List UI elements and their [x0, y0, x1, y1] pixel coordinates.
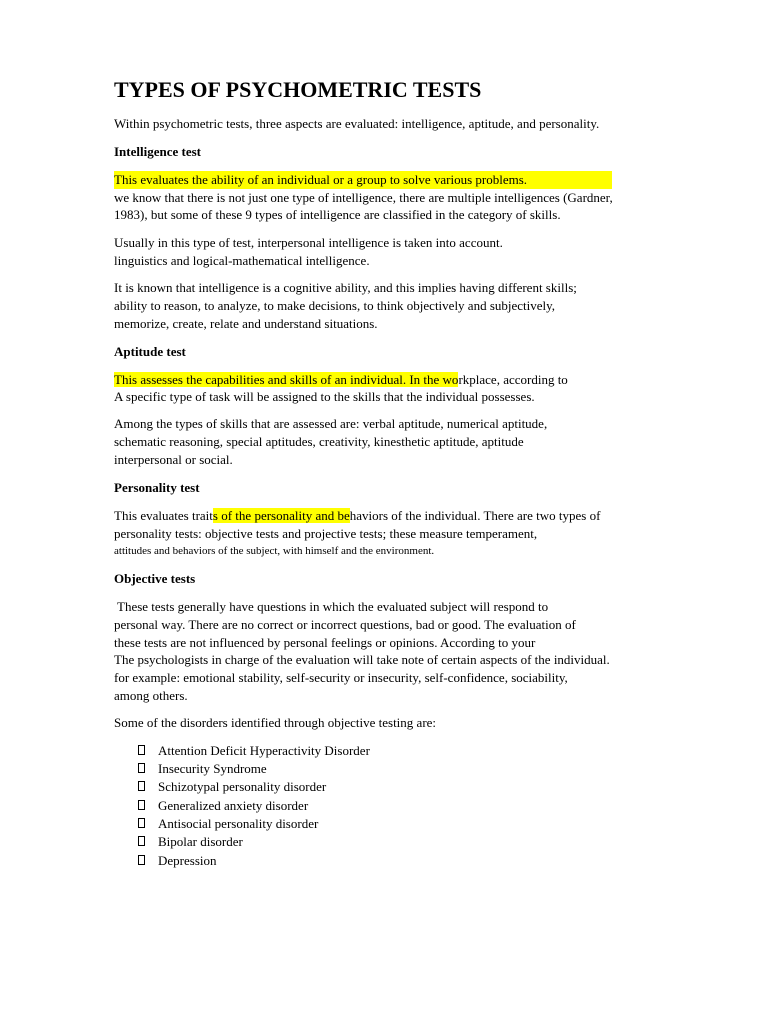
document-title: TYPES OF PSYCHOMETRIC TESTS — [114, 77, 482, 102]
intelligence-p2-line1: Usually in this type of test, interpersonal intelligence is taken into account. — [114, 235, 503, 250]
personality-p1-post: haviors of the individual. There are two types of — [349, 508, 601, 523]
aptitude-p2-line2: schematic reasoning, special aptitudes, creativity, kinesthetic aptitude, aptitude — [114, 434, 524, 449]
personality-p1-line3: attitudes and behaviors of the subject, with himself and the environment. — [114, 545, 435, 557]
bullet-box-icon — [138, 781, 145, 791]
intelligence-p1-line1 — [114, 171, 612, 189]
objective-line6: among others. — [114, 688, 188, 703]
intelligence-p3-line2: ability to reason, to analyze, to make decisions, to think objectively and subjectively, — [114, 298, 556, 313]
objective-line1: These tests generally have questions in which the evaluated subject will respond to — [114, 599, 549, 614]
aptitude-p2-line3: interpersonal or social. — [114, 452, 233, 467]
objective-line5: for example: emotional stability, self-security or insecurity, self-confidence, sociability, — [114, 670, 568, 685]
bullet-box-icon — [138, 745, 145, 755]
objective-heading: Objective tests — [114, 571, 196, 586]
aptitude-p2-line1: Among the types of skills that are assessed are: verbal aptitude, numerical aptitude, — [114, 416, 548, 431]
intelligence-p2-line2: linguistics and logical-mathematical intelligence. — [114, 253, 370, 268]
personality-p1-line2: personality tests: objective tests and projective tests; these measure temperament, — [114, 526, 538, 541]
document-page: TYPES OF PSYCHOMETRIC TESTS Within psychometric tests, three aspects are evaluated: intelligence, aptitude, and personality. Intelligence test This evaluates the ability of an individual or a group to solve various problems. we know that there is not just one type of intelligence, there are multiple intelligences (Gardner, 1983), but some of these 9 types of intelligence are classified in the category of skills. Usually in this type of test, interpersonal intelligence is taken into account. linguistics and logical-mathematical intelligence. It is known that intelligence is a cognitive ability, and this implies having different skills; ability to reason, to analyze, to make decisions, to think objectively and subjectively, memorize, create, relate and understand situations. Aptitude test This assesses the capabilities and skills of an individual. In the workplace, according to A specific type of task will be assigned to the skills that the individual possesses. Among the types of skills that are assessed are: verbal aptitude, numerical aptitude, schematic reasoning, special aptitudes, creativity, kinesthetic aptitude, aptitude interpersonal or social. Personality test This evaluates traits of the personality and behaviors of the individual. There are two types of personality tests: objective tests and projective tests; these measure temperament, attitudes and behaviors of the subject, with himself and the environment. Objective tests These tests generally have questions in which the evaluated subject will respond to personal way. There are no correct or incorrect questions, bad or good. The evaluation of these tests are not influenced by personal feelings or opinions. According to your The psychologists in charge of the evaluation will take note of certain aspects of the individual. for example: emotional stability, self-security or insecurity, self-confidence, sociability, among others. Some of the disorders identified through objective testing are: Attention Deficit Hyperactivity Disorder Insecurity Syndrome Schizotypal personality disorder Generalized anxiety disorder Antisocial personality disorder Bipolar disorder Depression — [114, 77, 613, 868]
highlighted-text: This evaluates the ability of an individual or a group to solve various problems. — [114, 171, 612, 189]
objective-list-intro: Some of the disorders identified through objective testing are: — [114, 715, 437, 730]
aptitude-p1-rest: rkplace, according to — [458, 372, 568, 387]
aptitude-p1-line2: A specific type of task will be assigned to the skills that the individual possesses. — [114, 389, 535, 404]
aptitude-heading: Aptitude test — [114, 344, 186, 359]
bullet-box-icon — [138, 800, 145, 810]
highlighted-text: s of the personality and be — [212, 508, 350, 523]
intelligence-p3-line1: It is known that intelligence is a cognitive ability, and this implies having different skills; — [114, 280, 577, 295]
personality-p1-line1 — [114, 507, 600, 525]
aptitude-p1-line1 — [114, 371, 568, 389]
bullet-box-icon — [138, 836, 145, 846]
personality-p1-pre: This evaluates trait — [114, 508, 213, 523]
personality-heading: Personality test — [114, 480, 200, 495]
objective-line4: The psychologists in charge of the evaluation will take note of certain aspects of the individual. — [114, 652, 610, 667]
intro-paragraph: Within psychometric tests, three aspects are evaluated: intelligence, aptitude, and personality. — [114, 116, 600, 131]
intelligence-p3-line3: memorize, create, relate and understand situations. — [114, 316, 378, 331]
bullet-box-icon — [138, 855, 145, 865]
bullet-box-icon — [138, 763, 145, 773]
intelligence-p1-line2: we know that there is not just one type of intelligence, there are multiple intelligences (Gardner, — [114, 190, 613, 205]
objective-line3: these tests are not influenced by personal feelings or opinions. According to your — [114, 635, 536, 650]
objective-line2: personal way. There are no correct or incorrect questions, bad or good. The evaluation of — [114, 617, 576, 632]
bullet-box-icon — [138, 818, 145, 828]
intelligence-heading: Intelligence test — [114, 144, 202, 159]
highlighted-text: This assesses the capabilities and skills of an individual. In the wo — [114, 372, 459, 387]
intelligence-p1-line3: 1983), but some of these 9 types of intelligence are classified in the category of skills. — [114, 207, 561, 222]
